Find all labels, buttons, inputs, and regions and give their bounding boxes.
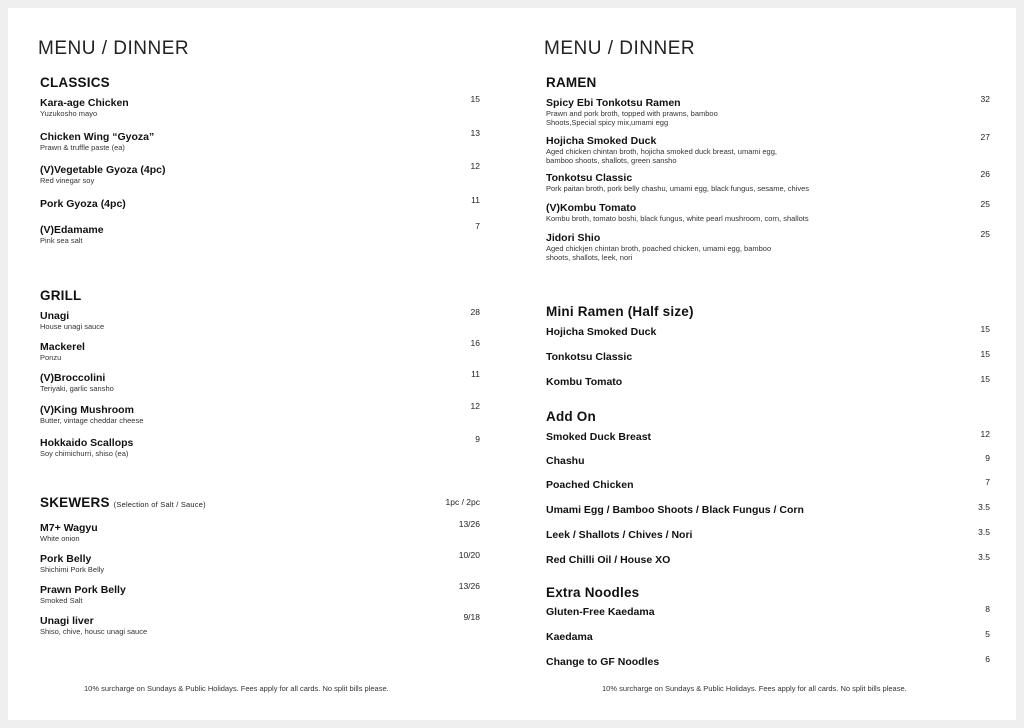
item-name: Hokkaido Scallops [40, 437, 134, 449]
item-price: 25 [980, 229, 990, 239]
item-description: Shiso, chive, housc unagi sauce [40, 627, 148, 636]
item-name: (V)Edamame [40, 224, 104, 236]
section-title: Mini Ramen (Half size) [546, 304, 694, 319]
menu-item [40, 612, 480, 636]
item-name: Tonkotsu Classic [546, 172, 633, 184]
item-name: Pork Belly [40, 553, 92, 565]
section-title [40, 495, 206, 510]
item-price: 13/26 [458, 519, 480, 529]
item-name: Poached Chicken [546, 479, 634, 491]
section-title: RAMEN [546, 75, 597, 90]
surcharge-footer: 10% surcharge on Sundays & Public Holidays. Fees apply for all cards. No split bills please. [602, 684, 907, 693]
menu-item [546, 94, 990, 127]
menu-item [546, 504, 990, 516]
menu-item [40, 550, 480, 574]
menu-item [546, 431, 990, 443]
item-price: 15 [980, 374, 990, 384]
item-name: Gluten-Free Kaedama [546, 606, 655, 618]
section-title: Add On [546, 409, 596, 424]
item-name: Umami Egg / Bamboo Shoots / Black Fungus / Corn [546, 504, 804, 516]
menu-item [546, 326, 990, 338]
item-name: Pork Gyoza (4pc) [40, 198, 126, 210]
item-price: 26 [980, 169, 990, 179]
menu-item [40, 581, 480, 605]
menu-item [40, 369, 480, 393]
section-grill [40, 287, 480, 458]
section-title: GRILL [40, 288, 82, 303]
item-name: Red Chilli Oil / House XO [546, 554, 671, 566]
menu-item [40, 401, 480, 425]
item-name: Tonkotsu Classic [546, 351, 633, 363]
item-price: 11 [471, 369, 480, 379]
menu-item [40, 128, 480, 152]
item-description: Teriyaki, garlic sansho [40, 384, 114, 393]
item-description: Shichimi Pork Belly [40, 565, 105, 574]
price-column-header: 1pc / 2pc [445, 497, 480, 507]
item-description: Aged chickjen chintan broth, poached chicken, umami egg, bamboo shoots, shallots, leek, nori [546, 244, 772, 262]
item-description: Soy chimichurri, shiso (ea) [40, 449, 129, 458]
section-skewers [40, 494, 480, 636]
item-price: 12 [980, 429, 990, 439]
item-price: 10/20 [458, 550, 480, 560]
item-price: 3.5 [978, 527, 990, 537]
section-mini-ramen [546, 303, 990, 388]
section-extra-noodles [546, 584, 990, 668]
surcharge-footer: 10% surcharge on Sundays & Public Holidays. Fees apply for all cards. No split bills please. [84, 684, 389, 693]
item-name: Kombu Tomato [546, 376, 623, 388]
item-price: 28 [470, 307, 480, 317]
section-ramen [546, 74, 990, 262]
item-price: 6 [985, 654, 990, 664]
item-name: Unagi [40, 310, 70, 322]
item-price: 8 [985, 604, 990, 614]
page-title: MENU / DINNER [38, 38, 190, 59]
item-description: Smoked Salt [40, 596, 83, 605]
section-note: (Selection of Salt / Sauce) [113, 500, 206, 509]
item-price: 16 [470, 338, 480, 348]
item-name: Kara-age Chicken [40, 97, 129, 109]
menu-item [40, 221, 480, 245]
item-name: M7+ Wagyu [40, 522, 98, 534]
left-menu-page [8, 8, 512, 720]
menu-sheet [8, 8, 1016, 720]
menu-item [40, 434, 480, 458]
item-name: (V)King Mushroom [40, 404, 134, 416]
item-description: Prawn & truffle paste (ea) [40, 143, 125, 152]
menu-item [546, 169, 990, 193]
item-description: Prawn and pork broth, topped with prawns, bamboo Shoots,Special spicy mix,umami egg [546, 109, 718, 127]
item-price: 7 [475, 221, 480, 231]
item-price: 7 [985, 477, 990, 487]
menu-item [546, 631, 990, 643]
menu-item [546, 199, 990, 223]
item-price: 5 [985, 629, 990, 639]
item-name: Prawn Pork Belly [40, 584, 126, 596]
item-name: Hojicha Smoked Duck [546, 326, 657, 338]
item-price: 9/18 [463, 612, 480, 622]
item-price: 13 [470, 128, 480, 138]
section-title: CLASSICS [40, 75, 110, 90]
item-name: Mackerel [40, 341, 85, 353]
menu-item [546, 529, 990, 541]
item-description: Pink sea salt [40, 236, 83, 245]
item-price: 9 [475, 434, 480, 444]
section-title: Extra Noodles [546, 585, 640, 600]
item-description: Kombu broth, tomato boshi, black fungus, white pearl mushroom, corn, shallots [546, 214, 809, 223]
menu-item [40, 519, 480, 543]
item-name: Leek / Shallots / Chives / Nori [546, 529, 693, 541]
item-price: 12 [470, 401, 480, 411]
item-name: Kaedama [546, 631, 593, 643]
menu-item [546, 656, 990, 668]
item-name: (V)Vegetable Gyoza (4pc) [40, 164, 166, 176]
menu-item [546, 455, 990, 467]
item-name: (V)Broccolini [40, 372, 106, 384]
item-price: 3.5 [978, 552, 990, 562]
item-name: Jidori Shio [546, 232, 601, 244]
menu-item [546, 554, 990, 566]
item-description: White onion [40, 534, 80, 543]
item-name: Unagi liver [40, 615, 94, 627]
right-menu-page [512, 8, 1016, 720]
menu-item [546, 132, 990, 165]
section-add-on [546, 408, 990, 566]
menu-item [546, 606, 990, 618]
item-description: Red vinegar soy [40, 176, 95, 185]
menu-item [546, 479, 990, 491]
menu-item [40, 195, 480, 210]
item-price: 15 [980, 349, 990, 359]
item-description: Pork paitan broth, pork belly chashu, umami egg, black fungus, sesame, chives [546, 184, 810, 193]
item-price: 13/26 [458, 581, 480, 591]
item-price: 15 [470, 94, 480, 104]
item-description: Ponzu [40, 353, 62, 362]
item-price: 27 [980, 132, 990, 142]
menu-item [40, 307, 480, 331]
item-name: Smoked Duck Breast [546, 431, 652, 443]
menu-item [40, 161, 480, 185]
menu-item [546, 376, 990, 388]
item-description: Yuzukosho mayo [40, 109, 98, 118]
item-name: Chicken Wing “Gyoza” [40, 131, 155, 143]
item-name: Hojicha Smoked Duck [546, 135, 657, 147]
menu-item [546, 229, 990, 262]
item-name: Spicy Ebi Tonkotsu Ramen [546, 97, 681, 109]
section-classics [40, 74, 480, 245]
menu-item [546, 351, 990, 363]
item-price: 3.5 [978, 502, 990, 512]
menu-item [40, 338, 480, 362]
item-price: 9 [985, 453, 990, 463]
item-price: 11 [471, 195, 480, 205]
item-price: 12 [470, 161, 480, 171]
menu-item [40, 94, 480, 118]
section-title-text: SKEWERS [40, 495, 110, 510]
item-price: 25 [980, 199, 990, 209]
item-description: Aged chicken chintan broth, hojicha smoked duck breast, umami egg, bamboo shoots, shallots, green sansho [546, 147, 777, 165]
item-description: Butter, vintage cheddar cheese [40, 416, 144, 425]
page-title: MENU / DINNER [544, 38, 696, 59]
item-name: Change to GF Noodles [546, 656, 660, 668]
item-description: House unagi sauce [40, 322, 105, 331]
item-name: Chashu [546, 455, 585, 467]
item-price: 32 [980, 94, 990, 104]
item-price: 15 [980, 324, 990, 334]
item-name: (V)Kombu Tomato [546, 202, 637, 214]
